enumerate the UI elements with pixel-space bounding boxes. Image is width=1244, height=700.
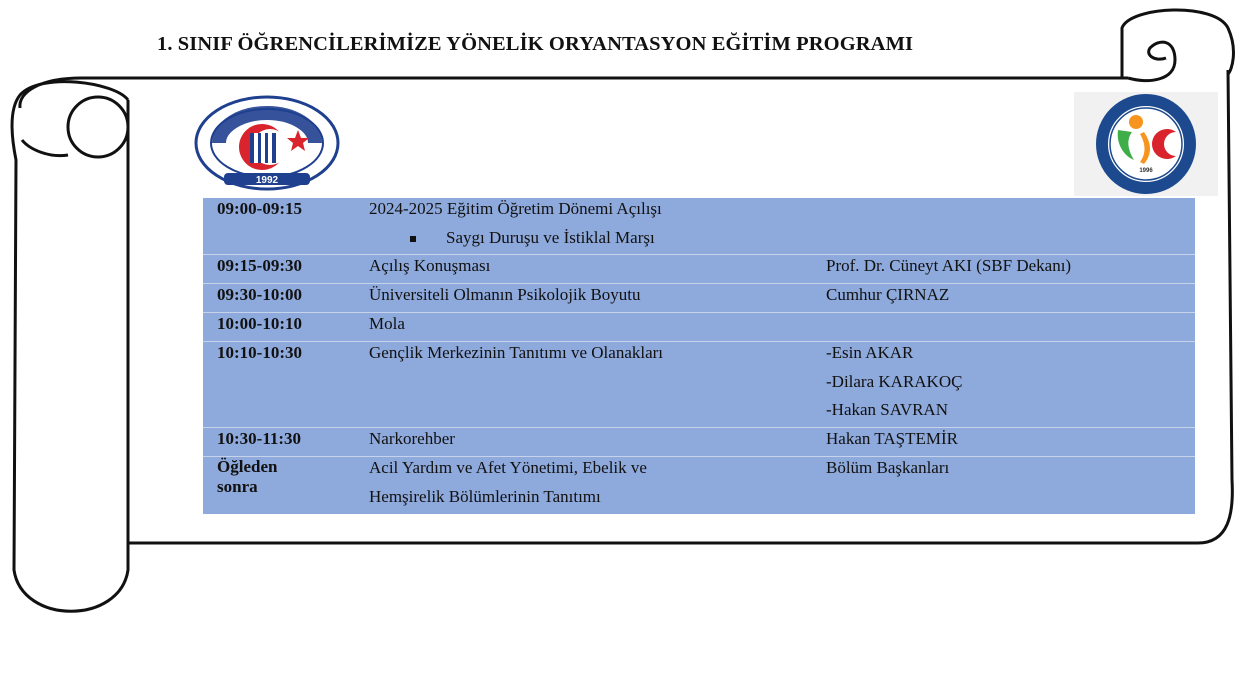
time-cell: 09:30-10:00	[217, 285, 302, 304]
topic-cell: Üniversiteli Olmanın Psikolojik Boyutu	[369, 285, 641, 304]
time-cell: 09:00-09:15	[217, 199, 302, 218]
time-cell: 10:00-10:10	[217, 314, 302, 333]
schedule-row	[203, 284, 1195, 313]
faculty-logo	[1074, 92, 1218, 196]
sub-item-text: Saygı Duruşu ve İstiklal Marşı	[446, 227, 655, 247]
page-title: 1. SINIF ÖĞRENCİLERİMİZE YÖNELİK ORYANTASYON EĞİTİM PROGRAMI	[157, 33, 914, 55]
time-cell: 10:10-10:30	[217, 343, 302, 362]
speaker-cell: Prof. Dr. Cüneyt AKI (SBF Dekanı)	[826, 256, 1072, 275]
topic-cell: Acil Yardım ve Afet Yönetimi, Ebelik ve	[369, 458, 647, 477]
topic-cell: Narkorehber	[369, 429, 455, 448]
speaker-cell: Cumhur ÇIRNAZ	[826, 285, 950, 304]
logo-year: 1996	[1139, 168, 1153, 174]
topic-cell: Gençlik Merkezinin Tanıtımı ve Olanakları	[369, 343, 664, 362]
topic-cell: Açılış Konuşması	[369, 256, 491, 275]
logo-year: 1992	[255, 175, 279, 186]
schedule-row	[203, 255, 1195, 284]
time-cell: Öğleden	[217, 457, 278, 476]
topic-cell: Mola	[369, 314, 405, 333]
time-cell: 09:15-09:30	[217, 256, 302, 275]
sub-item	[369, 227, 662, 256]
topic-cell: 2024-2025 Eğitim Öğretim Dönemi Açılışı	[369, 199, 662, 218]
speaker-cell: -Hakan SAVRAN	[826, 400, 948, 419]
schedule-row	[203, 428, 1195, 457]
schedule-row	[203, 342, 1195, 428]
speaker-cell: -Esin AKAR	[826, 343, 914, 362]
speaker-cell: Bölüm Başkanları	[826, 458, 950, 477]
time-cell: 10:30-11:30	[217, 429, 302, 448]
university-logo	[194, 95, 340, 192]
schedule-row	[203, 313, 1195, 342]
schedule-table	[203, 198, 1195, 514]
bullet-icon	[410, 236, 416, 242]
topic-cell: Hemşirelik Bölümlerinin Tanıtımı	[369, 486, 601, 506]
time-cell: sonra	[217, 477, 258, 496]
speaker-cell: -Dilara KARAKOÇ	[826, 371, 963, 391]
speaker-cell: Hakan TAŞTEMİR	[826, 429, 958, 448]
schedule-row	[203, 198, 1195, 255]
schedule-row	[203, 457, 1195, 514]
